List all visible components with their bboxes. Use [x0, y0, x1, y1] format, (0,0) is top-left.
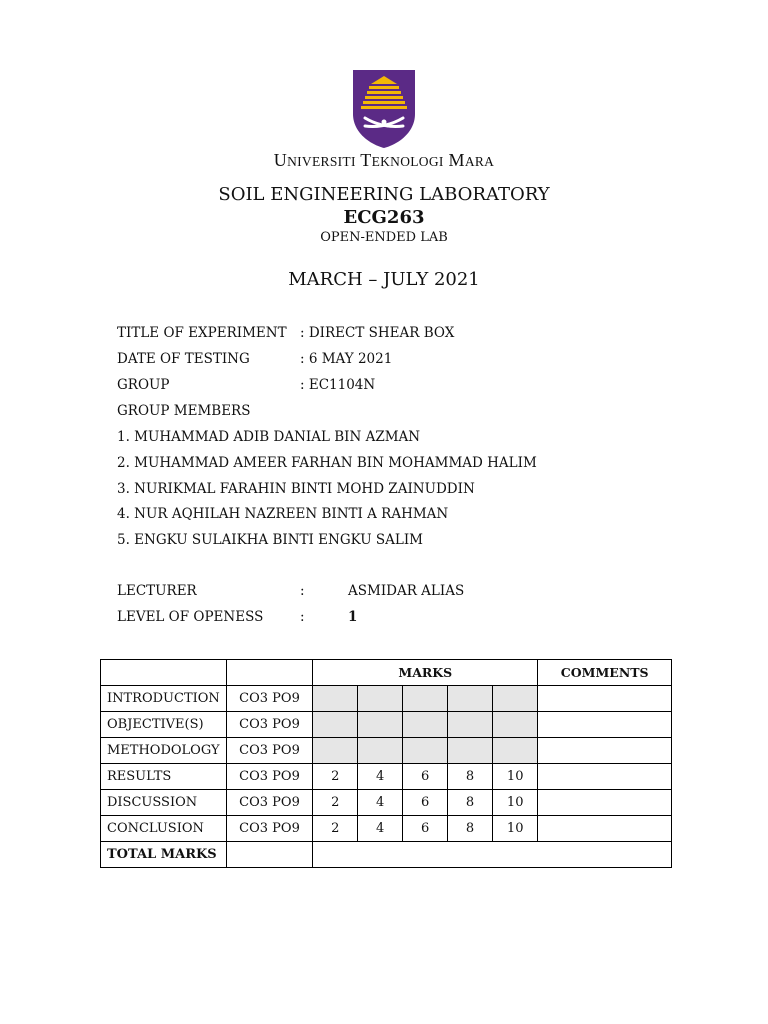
comment-cell	[538, 738, 672, 764]
comment-cell	[538, 790, 672, 816]
uitm-logo	[349, 68, 419, 150]
table-header-row	[101, 660, 672, 686]
university-name: UNIVERSITI TEKNOLOGI MARA	[273, 150, 495, 170]
total-marks-cell	[313, 842, 672, 868]
marks-table	[100, 659, 672, 868]
table-row: DISCUSSION CO3 PO9 2 4 6 8 10	[101, 790, 672, 816]
table-row: CONCLUSION CO3 PO9 2 4 6 8 10	[101, 816, 672, 842]
table-row: METHODOLOGY CO3 PO9	[101, 738, 672, 764]
comment-cell	[538, 764, 672, 790]
total-row	[101, 842, 672, 868]
comment-cell	[538, 816, 672, 842]
table-row: INTRODUCTION CO3 PO9	[101, 686, 672, 712]
lab-type: OPEN-ENDED LAB	[320, 230, 448, 245]
total-marks-label: TOTAL MARKS	[101, 842, 227, 868]
semester: MARCH – JULY 2021	[288, 269, 480, 290]
comment-cell	[538, 712, 672, 738]
comments-header: COMMENTS	[538, 660, 672, 686]
marks-header: MARKS	[313, 660, 538, 686]
table-row: RESULTS CO3 PO9 2 4 6 8 10	[101, 764, 672, 790]
table-row: OBJECTIVE(S) CO3 PO9	[101, 712, 672, 738]
lab-title: SOIL ENGINEERING LABORATORY	[218, 184, 550, 205]
course-code: ECG263	[343, 207, 425, 228]
comment-cell	[538, 686, 672, 712]
